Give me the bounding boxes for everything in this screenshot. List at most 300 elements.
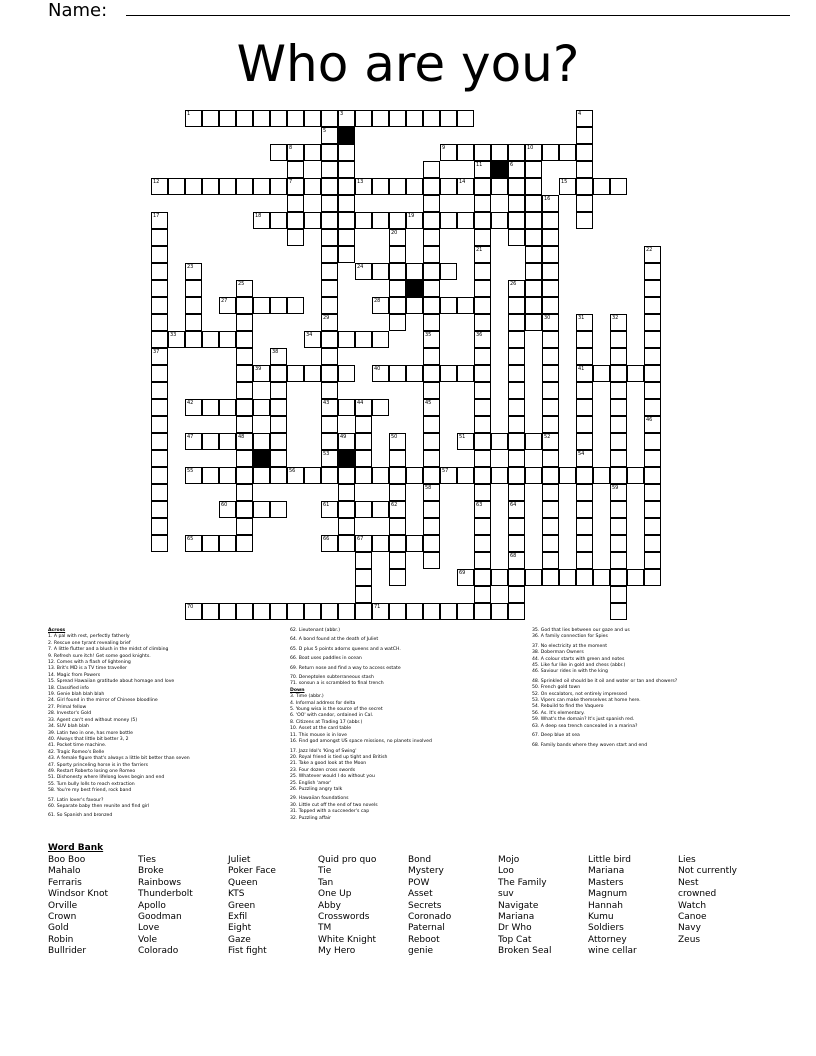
grid-cell[interactable]: [576, 212, 593, 229]
grid-cell[interactable]: [236, 518, 253, 535]
grid-cell[interactable]: [508, 229, 525, 246]
grid-cell[interactable]: [542, 331, 559, 348]
grid-cell[interactable]: [610, 365, 627, 382]
grid-cell[interactable]: [423, 501, 440, 518]
grid-cell[interactable]: [270, 365, 287, 382]
grid-cell[interactable]: [457, 212, 474, 229]
grid-cell[interactable]: [151, 314, 168, 331]
grid-cell[interactable]: [542, 212, 559, 229]
grid-cell[interactable]: [287, 178, 304, 195]
grid-cell[interactable]: [474, 229, 491, 246]
grid-cell[interactable]: [593, 467, 610, 484]
grid-cell[interactable]: [457, 297, 474, 314]
grid-cell[interactable]: [525, 467, 542, 484]
grid-cell[interactable]: [576, 178, 593, 195]
grid-cell[interactable]: [542, 501, 559, 518]
grid-cell[interactable]: [253, 110, 270, 127]
grid-cell[interactable]: [627, 467, 644, 484]
grid-cell[interactable]: [644, 535, 661, 552]
grid-cell[interactable]: [185, 399, 202, 416]
grid-cell[interactable]: [491, 144, 508, 161]
grid-cell[interactable]: [644, 467, 661, 484]
grid-cell[interactable]: [440, 144, 457, 161]
grid-cell[interactable]: [644, 314, 661, 331]
grid-cell[interactable]: [610, 535, 627, 552]
grid-cell[interactable]: [525, 246, 542, 263]
grid-cell[interactable]: [151, 399, 168, 416]
grid-cell[interactable]: [627, 365, 644, 382]
grid-cell[interactable]: [338, 484, 355, 501]
grid-cell[interactable]: [219, 331, 236, 348]
grid-cell[interactable]: [423, 229, 440, 246]
grid-cell[interactable]: [508, 433, 525, 450]
grid-cell[interactable]: [576, 348, 593, 365]
grid-cell[interactable]: [423, 348, 440, 365]
grid-cell[interactable]: [151, 433, 168, 450]
grid-cell[interactable]: [219, 399, 236, 416]
grid-cell[interactable]: [542, 195, 559, 212]
grid-cell[interactable]: [508, 603, 525, 620]
grid-cell[interactable]: [440, 297, 457, 314]
grid-cell[interactable]: [576, 518, 593, 535]
grid-cell[interactable]: [151, 212, 168, 229]
grid-cell[interactable]: [474, 501, 491, 518]
grid-cell[interactable]: [576, 501, 593, 518]
grid-cell[interactable]: [474, 348, 491, 365]
grid-cell[interactable]: [253, 178, 270, 195]
grid-cell[interactable]: [389, 603, 406, 620]
grid-cell[interactable]: [491, 178, 508, 195]
grid-cell[interactable]: [219, 110, 236, 127]
grid-cell[interactable]: [355, 569, 372, 586]
grid-cell[interactable]: [389, 280, 406, 297]
grid-cell[interactable]: [270, 416, 287, 433]
grid-cell[interactable]: [542, 314, 559, 331]
grid-cell[interactable]: [423, 178, 440, 195]
grid-cell[interactable]: [355, 450, 372, 467]
grid-cell[interactable]: [372, 263, 389, 280]
grid-cell[interactable]: [576, 127, 593, 144]
grid-cell[interactable]: [644, 246, 661, 263]
grid-cell[interactable]: [423, 382, 440, 399]
grid-cell[interactable]: [576, 195, 593, 212]
grid-cell[interactable]: [355, 467, 372, 484]
grid-cell[interactable]: [525, 569, 542, 586]
grid-cell[interactable]: [355, 331, 372, 348]
grid-cell[interactable]: [508, 161, 525, 178]
grid-cell[interactable]: [525, 178, 542, 195]
grid-cell[interactable]: [542, 297, 559, 314]
grid-cell[interactable]: [236, 280, 253, 297]
grid-cell[interactable]: [474, 280, 491, 297]
grid-cell[interactable]: [389, 484, 406, 501]
grid-cell[interactable]: [338, 365, 355, 382]
grid-cell[interactable]: [287, 161, 304, 178]
grid-cell[interactable]: [542, 348, 559, 365]
grid-cell[interactable]: [406, 178, 423, 195]
grid-cell[interactable]: [474, 552, 491, 569]
grid-cell[interactable]: [423, 246, 440, 263]
grid-cell[interactable]: [644, 484, 661, 501]
grid-cell[interactable]: [457, 365, 474, 382]
grid-cell[interactable]: [508, 331, 525, 348]
grid-cell[interactable]: [508, 416, 525, 433]
grid-cell[interactable]: [644, 450, 661, 467]
grid-cell[interactable]: [644, 331, 661, 348]
grid-cell[interactable]: [338, 535, 355, 552]
grid-cell[interactable]: [389, 212, 406, 229]
grid-cell[interactable]: [457, 433, 474, 450]
grid-cell[interactable]: [474, 212, 491, 229]
grid-cell[interactable]: [338, 467, 355, 484]
grid-cell[interactable]: [270, 603, 287, 620]
grid-cell[interactable]: [474, 586, 491, 603]
grid-cell[interactable]: [542, 246, 559, 263]
grid-cell[interactable]: [576, 382, 593, 399]
grid-cell[interactable]: [151, 501, 168, 518]
grid-cell[interactable]: [304, 331, 321, 348]
grid-cell[interactable]: [440, 263, 457, 280]
grid-cell[interactable]: [151, 263, 168, 280]
grid-cell[interactable]: [151, 246, 168, 263]
grid-cell[interactable]: [270, 178, 287, 195]
grid-cell[interactable]: [321, 501, 338, 518]
grid-cell[interactable]: [202, 178, 219, 195]
grid-cell[interactable]: [542, 229, 559, 246]
grid-cell[interactable]: [610, 450, 627, 467]
grid-cell[interactable]: [202, 603, 219, 620]
grid-cell[interactable]: [151, 229, 168, 246]
grid-cell[interactable]: [236, 450, 253, 467]
grid-cell[interactable]: [610, 552, 627, 569]
grid-cell[interactable]: [338, 603, 355, 620]
grid-cell[interactable]: [355, 110, 372, 127]
grid-cell[interactable]: [610, 603, 627, 620]
grid-cell[interactable]: [508, 484, 525, 501]
grid-cell[interactable]: [508, 212, 525, 229]
grid-cell[interactable]: [423, 331, 440, 348]
grid-cell[interactable]: [151, 450, 168, 467]
grid-cell[interactable]: [576, 552, 593, 569]
grid-cell[interactable]: [423, 535, 440, 552]
grid-cell[interactable]: [576, 365, 593, 382]
grid-cell[interactable]: [508, 178, 525, 195]
grid-cell[interactable]: [321, 365, 338, 382]
grid-cell[interactable]: [321, 433, 338, 450]
grid-cell[interactable]: [321, 263, 338, 280]
grid-cell[interactable]: [151, 518, 168, 535]
grid-cell[interactable]: [304, 467, 321, 484]
grid-cell[interactable]: [287, 110, 304, 127]
grid-cell[interactable]: [287, 467, 304, 484]
grid-cell[interactable]: [338, 501, 355, 518]
grid-cell[interactable]: [644, 416, 661, 433]
grid-cell[interactable]: [338, 178, 355, 195]
grid-cell[interactable]: [423, 518, 440, 535]
grid-cell[interactable]: [253, 467, 270, 484]
grid-cell[interactable]: [610, 586, 627, 603]
grid-cell[interactable]: [372, 331, 389, 348]
grid-cell[interactable]: [423, 467, 440, 484]
grid-cell[interactable]: [287, 212, 304, 229]
grid-cell[interactable]: [474, 484, 491, 501]
grid-cell[interactable]: [610, 518, 627, 535]
grid-cell[interactable]: [236, 297, 253, 314]
grid-cell[interactable]: [389, 450, 406, 467]
grid-cell[interactable]: [389, 467, 406, 484]
grid-cell[interactable]: [508, 195, 525, 212]
grid-cell[interactable]: [474, 518, 491, 535]
grid-cell[interactable]: [219, 603, 236, 620]
grid-cell[interactable]: [253, 297, 270, 314]
grid-cell[interactable]: [644, 365, 661, 382]
grid-cell[interactable]: [423, 603, 440, 620]
grid-cell[interactable]: [185, 297, 202, 314]
grid-cell[interactable]: [406, 467, 423, 484]
grid-cell[interactable]: [576, 314, 593, 331]
grid-cell[interactable]: [542, 280, 559, 297]
grid-cell[interactable]: [406, 535, 423, 552]
grid-cell[interactable]: [287, 365, 304, 382]
grid-cell[interactable]: [508, 586, 525, 603]
grid-cell[interactable]: [474, 433, 491, 450]
grid-cell[interactable]: [491, 212, 508, 229]
grid-cell[interactable]: [372, 178, 389, 195]
grid-cell[interactable]: [644, 569, 661, 586]
grid-cell[interactable]: [644, 348, 661, 365]
grid-cell[interactable]: [151, 297, 168, 314]
grid-cell[interactable]: [576, 467, 593, 484]
grid-cell[interactable]: [185, 178, 202, 195]
grid-cell[interactable]: [508, 552, 525, 569]
grid-cell[interactable]: [202, 535, 219, 552]
grid-cell[interactable]: [389, 263, 406, 280]
grid-cell[interactable]: [440, 603, 457, 620]
grid-cell[interactable]: [236, 382, 253, 399]
grid-cell[interactable]: [440, 212, 457, 229]
grid-cell[interactable]: [423, 365, 440, 382]
grid-cell[interactable]: [525, 229, 542, 246]
grid-cell[interactable]: [338, 161, 355, 178]
grid-cell[interactable]: [508, 314, 525, 331]
grid-cell[interactable]: [270, 467, 287, 484]
grid-cell[interactable]: [253, 433, 270, 450]
grid-cell[interactable]: [474, 263, 491, 280]
grid-cell[interactable]: [389, 314, 406, 331]
grid-cell[interactable]: [593, 569, 610, 586]
grid-cell[interactable]: [474, 535, 491, 552]
grid-cell[interactable]: [542, 569, 559, 586]
grid-cell[interactable]: [389, 535, 406, 552]
grid-cell[interactable]: [304, 144, 321, 161]
grid-cell[interactable]: [440, 178, 457, 195]
grid-cell[interactable]: [270, 212, 287, 229]
grid-cell[interactable]: [474, 331, 491, 348]
grid-cell[interactable]: [542, 467, 559, 484]
grid-cell[interactable]: [593, 178, 610, 195]
grid-cell[interactable]: [355, 586, 372, 603]
grid-cell[interactable]: [576, 484, 593, 501]
grid-cell[interactable]: [406, 297, 423, 314]
grid-cell[interactable]: [423, 416, 440, 433]
grid-cell[interactable]: [236, 365, 253, 382]
grid-cell[interactable]: [457, 178, 474, 195]
grid-cell[interactable]: [236, 501, 253, 518]
grid-cell[interactable]: [321, 280, 338, 297]
grid-cell[interactable]: [151, 331, 168, 348]
grid-cell[interactable]: [423, 314, 440, 331]
grid-cell[interactable]: [151, 467, 168, 484]
grid-cell[interactable]: [474, 365, 491, 382]
grid-cell[interactable]: [219, 297, 236, 314]
grid-cell[interactable]: [389, 110, 406, 127]
grid-cell[interactable]: [270, 348, 287, 365]
grid-cell[interactable]: [491, 569, 508, 586]
grid-cell[interactable]: [321, 331, 338, 348]
grid-cell[interactable]: [474, 178, 491, 195]
grid-cell[interactable]: [440, 467, 457, 484]
grid-cell[interactable]: [644, 382, 661, 399]
grid-cell[interactable]: [321, 467, 338, 484]
grid-cell[interactable]: [355, 416, 372, 433]
grid-cell[interactable]: [321, 535, 338, 552]
grid-cell[interactable]: [202, 433, 219, 450]
grid-cell[interactable]: [423, 552, 440, 569]
grid-cell[interactable]: [508, 382, 525, 399]
grid-cell[interactable]: [372, 212, 389, 229]
grid-cell[interactable]: [304, 603, 321, 620]
grid-cell[interactable]: [610, 348, 627, 365]
grid-cell[interactable]: [338, 229, 355, 246]
grid-cell[interactable]: [338, 110, 355, 127]
grid-cell[interactable]: [389, 518, 406, 535]
grid-cell[interactable]: [389, 297, 406, 314]
grid-cell[interactable]: [559, 178, 576, 195]
grid-cell[interactable]: [576, 110, 593, 127]
grid-cell[interactable]: [321, 297, 338, 314]
grid-cell[interactable]: [508, 535, 525, 552]
grid-cell[interactable]: [508, 450, 525, 467]
grid-cell[interactable]: [219, 433, 236, 450]
grid-cell[interactable]: [525, 212, 542, 229]
grid-cell[interactable]: [185, 433, 202, 450]
grid-cell[interactable]: [491, 433, 508, 450]
grid-cell[interactable]: [202, 110, 219, 127]
grid-cell[interactable]: [525, 263, 542, 280]
grid-cell[interactable]: [219, 501, 236, 518]
grid-cell[interactable]: [644, 297, 661, 314]
grid-cell[interactable]: [321, 229, 338, 246]
grid-cell[interactable]: [491, 467, 508, 484]
grid-cell[interactable]: [236, 484, 253, 501]
grid-cell[interactable]: [644, 501, 661, 518]
grid-cell[interactable]: [457, 569, 474, 586]
grid-cell[interactable]: [406, 365, 423, 382]
grid-cell[interactable]: [576, 144, 593, 161]
grid-cell[interactable]: [321, 603, 338, 620]
grid-cell[interactable]: [338, 195, 355, 212]
grid-cell[interactable]: [406, 263, 423, 280]
grid-cell[interactable]: [253, 365, 270, 382]
grid-cell[interactable]: [338, 144, 355, 161]
grid-cell[interactable]: [185, 110, 202, 127]
grid-cell[interactable]: [321, 450, 338, 467]
grid-cell[interactable]: [508, 144, 525, 161]
grid-cell[interactable]: [542, 144, 559, 161]
grid-cell[interactable]: [372, 399, 389, 416]
grid-cell[interactable]: [389, 552, 406, 569]
grid-cell[interactable]: [304, 110, 321, 127]
grid-cell[interactable]: [168, 178, 185, 195]
grid-cell[interactable]: [321, 127, 338, 144]
grid-cell[interactable]: [185, 331, 202, 348]
grid-cell[interactable]: [219, 535, 236, 552]
grid-cell[interactable]: [338, 212, 355, 229]
grid-cell[interactable]: [355, 178, 372, 195]
grid-cell[interactable]: [644, 518, 661, 535]
grid-cell[interactable]: [508, 348, 525, 365]
grid-cell[interactable]: [559, 144, 576, 161]
grid-cell[interactable]: [525, 433, 542, 450]
grid-cell[interactable]: [270, 433, 287, 450]
grid-cell[interactable]: [185, 467, 202, 484]
grid-cell[interactable]: [270, 144, 287, 161]
grid-cell[interactable]: [219, 467, 236, 484]
grid-cell[interactable]: [321, 416, 338, 433]
grid-cell[interactable]: [610, 569, 627, 586]
grid-cell[interactable]: [321, 314, 338, 331]
grid-cell[interactable]: [355, 501, 372, 518]
grid-cell[interactable]: [236, 110, 253, 127]
grid-cell[interactable]: [423, 484, 440, 501]
grid-cell[interactable]: [338, 399, 355, 416]
grid-cell[interactable]: [151, 365, 168, 382]
grid-cell[interactable]: [423, 110, 440, 127]
grid-cell[interactable]: [287, 297, 304, 314]
grid-cell[interactable]: [304, 212, 321, 229]
grid-cell[interactable]: [542, 552, 559, 569]
grid-cell[interactable]: [236, 433, 253, 450]
grid-cell[interactable]: [338, 331, 355, 348]
grid-cell[interactable]: [372, 110, 389, 127]
grid-cell[interactable]: [253, 603, 270, 620]
grid-cell[interactable]: [474, 467, 491, 484]
grid-cell[interactable]: [542, 382, 559, 399]
grid-cell[interactable]: [321, 144, 338, 161]
grid-cell[interactable]: [338, 246, 355, 263]
grid-cell[interactable]: [474, 416, 491, 433]
grid-cell[interactable]: [627, 569, 644, 586]
grid-cell[interactable]: [321, 246, 338, 263]
grid-cell[interactable]: [593, 365, 610, 382]
grid-cell[interactable]: [321, 382, 338, 399]
grid-cell[interactable]: [610, 484, 627, 501]
grid-cell[interactable]: [508, 569, 525, 586]
grid-cell[interactable]: [576, 569, 593, 586]
grid-cell[interactable]: [525, 297, 542, 314]
grid-cell[interactable]: [576, 433, 593, 450]
grid-cell[interactable]: [440, 110, 457, 127]
grid-cell[interactable]: [644, 399, 661, 416]
grid-cell[interactable]: [236, 467, 253, 484]
grid-cell[interactable]: [253, 212, 270, 229]
grid-cell[interactable]: [610, 178, 627, 195]
grid-cell[interactable]: [610, 501, 627, 518]
grid-cell[interactable]: [151, 178, 168, 195]
grid-cell[interactable]: [287, 195, 304, 212]
grid-cell[interactable]: [287, 144, 304, 161]
grid-cell[interactable]: [355, 603, 372, 620]
